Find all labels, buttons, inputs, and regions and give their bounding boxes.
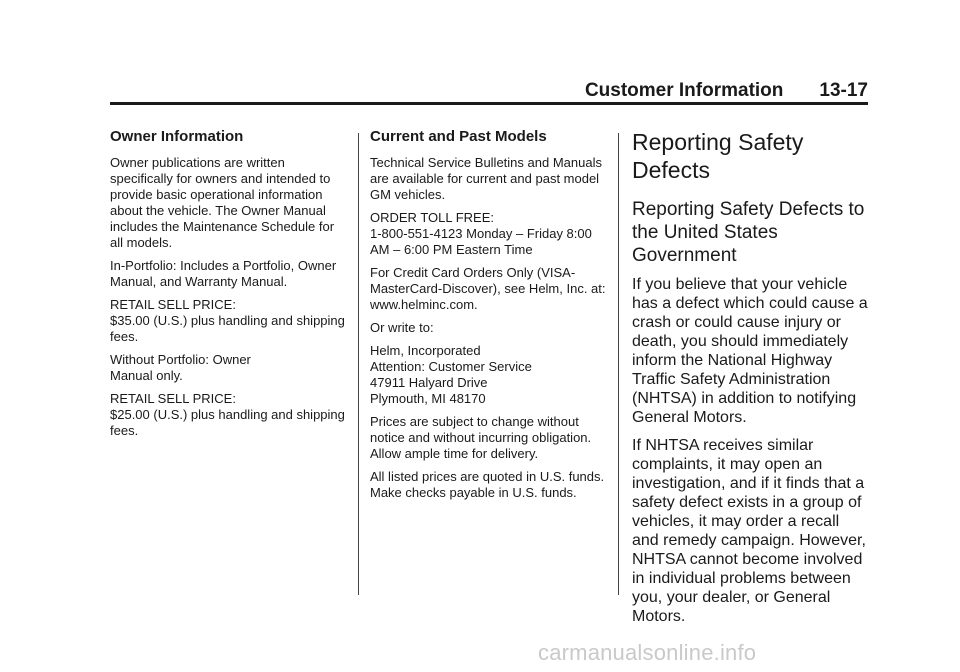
section-heading: Reporting Safety Defects [632, 129, 804, 183]
section-title: Customer Information [584, 80, 784, 101]
header-rule [110, 102, 868, 105]
paragraph: ORDER TOLL FREE: 1-800-551-4123 Monday – Friday 8:00 AM – 6:00 PM Eastern Time [370, 210, 592, 257]
paragraph: Owner publications are written specifically for owners and intended to provide basic operational information about the vehicle. The Owner Manual includes the Maintenance Schedule for all models. [110, 155, 335, 250]
current-past-models-heading: Current and Past Models [370, 128, 547, 145]
paragraph: Helm, Incorporated Attention: Customer Service 47911 Halyard Drive Plymouth, MI 48170 [370, 343, 532, 406]
page-number: 13-17 [819, 80, 868, 101]
watermark: carmanualsonline.info [538, 640, 757, 665]
page-header [110, 80, 868, 102]
paragraph: If you believe that your vehicle has a defect which could cause a crash or could cause injury or death, you should immediately inform the National Highway Traffic Safety Administration (NHTSA) in addition to notifying General Motors. [632, 276, 868, 426]
owner-information-heading: Owner Information [110, 128, 244, 145]
owner-information-column [110, 128, 346, 446]
paragraph: Technical Service Bulletins and Manuals are available for current and past model GM vehicles. [370, 155, 602, 202]
paragraph: For Credit Card Orders Only (VISA-MasterCard-Discover), see Helm, Inc. at: www.helminc.com. [370, 265, 606, 312]
paragraph: Or write to: [370, 320, 434, 335]
column-divider [618, 133, 619, 595]
safety-defects-column [632, 128, 870, 635]
paragraph: RETAIL SELL PRICE: $35.00 (U.S.) plus handling and shipping fees. [110, 297, 345, 344]
paragraph: All listed prices are quoted in U.S. funds. Make checks payable in U.S. funds. [370, 469, 605, 500]
column-divider [358, 133, 359, 595]
subsection-heading: Reporting Safety Defects to the United States Government [632, 199, 865, 266]
paragraph: Prices are subject to change without notice and without incurring obligation. Allow ample time for delivery. [370, 414, 592, 461]
paragraph: In-Portfolio: Includes a Portfolio, Owner Manual, and Warranty Manual. [110, 258, 337, 289]
paragraph: Without Portfolio: Owner Manual only. [110, 352, 251, 383]
current-past-models-column [370, 128, 610, 508]
paragraph: RETAIL SELL PRICE: $25.00 (U.S.) plus handling and shipping fees. [110, 391, 345, 438]
paragraph: If NHTSA receives similar complaints, it may open an investigation, and if it finds that a safety defect exists in a group of vehicles, it may order a recall and remedy campaign. However, NHTSA cannot become involved in individual problems between you, your dealer, or General Motors. [632, 437, 866, 625]
